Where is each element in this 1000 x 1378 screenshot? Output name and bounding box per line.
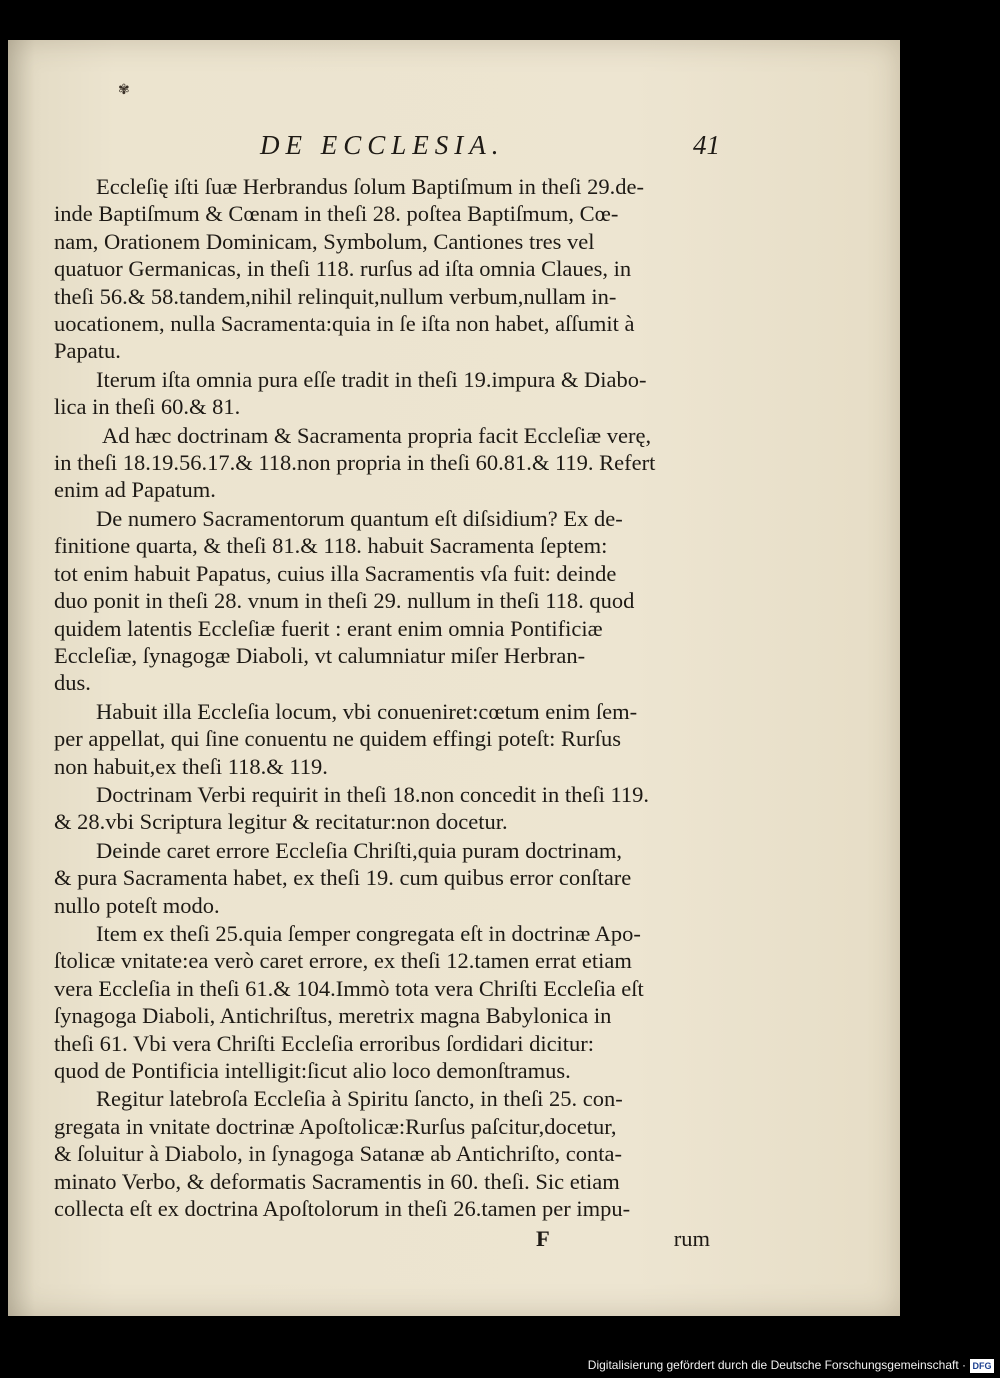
dfg-logo-icon: DFG xyxy=(970,1359,994,1373)
text-line: & 28.vbi Scriptura legitur & recitatur:non docetur. xyxy=(54,809,508,835)
text-line: in theſi 18.19.56.17.& 118.non propria in theſi 60.81.& 119. Refert xyxy=(54,450,656,476)
text-line: collecta eſt ex doctrina Apoſtolorum in theſi 26.tamen per impu- xyxy=(54,1196,631,1222)
text-line: finitione quarta, & theſi 81.& 118. habuit Sacramenta ſeptem: xyxy=(54,533,608,559)
text-line: theſi 61. Vbi vera Chriſti Eccleſia erroribus ſordidari dicitur: xyxy=(54,1030,595,1056)
text-line: tot enim habuit Papatus, cuius illa Sacramentis vſa fuit: deinde xyxy=(54,560,617,586)
text-line: uocationem, nulla Sacramenta:quia in ſe iſta non habet, aſſumit à xyxy=(54,311,635,337)
page-header xyxy=(260,130,720,170)
text-line: quatuor Germanicas, in theſi 118. rurſus ad iſta omnia Claues, in xyxy=(54,256,632,282)
page-number: 41 xyxy=(693,130,720,160)
text-line: Doctrinam Verbi requirit in theſi 18.non concedit in theſi 119. xyxy=(96,781,650,807)
paragraph-4 xyxy=(54,505,718,697)
text-line: Eccleſię iſti ſuæ Herbrandus ſolum Baptiſmum in theſi 29.de- xyxy=(96,174,645,199)
body-text xyxy=(54,173,718,1223)
text-line: Iterum iſta omnia pura eſſe tradit in theſi 19.impura & Diabo- xyxy=(96,366,647,392)
text-line: quod de Pontificia intelligit:ſicut alio loco demonſtramus. xyxy=(54,1058,571,1083)
signature-mark: F xyxy=(536,1226,550,1251)
page-footer xyxy=(54,1226,718,1256)
text-line: Eccleſiæ, ſynagogæ Diaboli, vt calumniatur miſer Herbran- xyxy=(54,642,586,668)
text-line: De numero Sacramentorum quantum eſt diſsidium? Ex de- xyxy=(96,505,623,531)
catchword: rum xyxy=(673,1226,710,1251)
text-line: ſynagoga Diaboli, Antichriſtus, meretrix magna Babylonica in xyxy=(54,1003,612,1029)
text-line: nam, Orationem Dominicam, Symbolum, Cantiones tres vel xyxy=(54,228,595,254)
paragraph-5 xyxy=(54,698,718,780)
printer-ornament: ✾ xyxy=(118,83,130,98)
text-line: & pura Sacramenta habet, ex theſi 19. cum quibus error conſtare xyxy=(54,865,632,891)
paragraph-7 xyxy=(54,837,718,919)
paragraph-8 xyxy=(54,920,718,1084)
text-line: dus. xyxy=(54,670,91,696)
text-line: Ad hæc doctrinam & Sacramenta propria facit Eccleſiæ verę, xyxy=(102,422,652,448)
text-line: enim ad Papatum. xyxy=(54,477,216,503)
paragraph-2 xyxy=(54,366,718,421)
text-line: nullo poteſt modo. xyxy=(54,892,220,918)
paragraph-3 xyxy=(54,422,718,504)
text-line: & ſoluitur à Diabolo, in ſynagoga Satanæ ab Antichriſto, conta- xyxy=(54,1141,623,1167)
text-line: non habuit,ex theſi 118.& 119. xyxy=(54,753,328,779)
text-line: Papatu. xyxy=(54,338,121,364)
text-line: Deinde caret errore Eccleſia Chriſti,quia puram doctrinam, xyxy=(96,837,623,863)
digitization-credit: Digitalisierung gefördert durch die Deutsche Forschungsgemeinschaft · xyxy=(587,1358,966,1372)
paragraph-6 xyxy=(54,781,718,836)
text-line: inde Baptiſmum & Cœnam in theſi 28. poſtea Baptiſmum, Cœ- xyxy=(54,201,619,227)
text-line: gregata in vnitate doctrinæ Apoſtolicæ:Rurſus paſcitur,docetur, xyxy=(54,1113,617,1139)
paragraph-1 xyxy=(54,173,718,365)
text-line: minato Verbo, & deformatis Sacramentis in 60. theſi. Sic etiam xyxy=(54,1168,620,1194)
running-title: DE ECCLESIA. xyxy=(260,130,505,160)
text-line: vera Eccleſia in theſi 61.& 104.Immò tota vera Chriſti Eccleſia eſt xyxy=(54,975,644,1001)
text-line: Habuit illa Eccleſia locum, vbi conueniret:cœtum enim ſem- xyxy=(96,698,638,724)
text-line: theſi 56.& 58.tandem,nihil relinquit,nullum verbum,nullam in- xyxy=(54,283,617,309)
paragraph-9 xyxy=(54,1085,718,1222)
text-line: quidem latentis Eccleſiæ fuerit : erant enim omnia Pontificiæ xyxy=(54,615,603,641)
text-line: duo ponit in theſi 28. vnum in theſi 29. nullum in theſi 118. quod xyxy=(54,588,635,614)
text-line: lica in theſi 60.& 81. xyxy=(54,394,241,420)
text-line: Item ex theſi 25.quia ſemper congregata eſt in doctrinæ Apo- xyxy=(96,920,641,946)
book-page xyxy=(8,40,900,1316)
text-line: Regitur latebroſa Eccleſia à Spiritu ſancto, in theſi 25. con- xyxy=(96,1086,623,1112)
text-line: ſtolicæ vnitate:ea verò caret errore, ex theſi 12.tamen errat etiam xyxy=(54,948,632,974)
text-line: per appellat, qui ſine conuentu ne quidem effingi poteſt: Rurſus xyxy=(54,726,621,752)
